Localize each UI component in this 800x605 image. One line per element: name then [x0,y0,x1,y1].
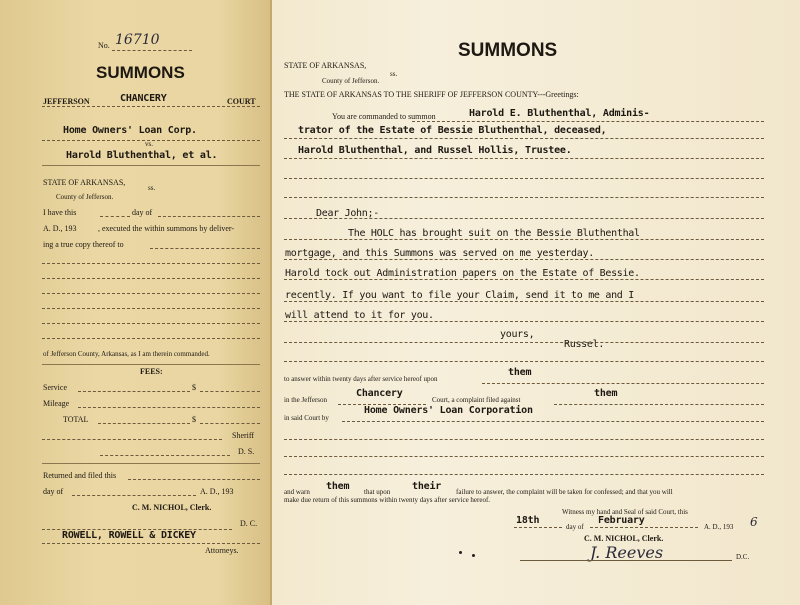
number-label: No. [98,41,110,50]
left-summons-title: SUMMONS [96,63,185,82]
court-label: COURT [227,97,256,106]
service-dollar: $ [192,383,196,392]
summons-back-panel [0,0,272,605]
vs-label: vs. [145,140,153,148]
letter-line-1: The HOLC has brought suit on the Bessie Bluthenthal [348,228,640,239]
county-label: JEFFERSON [43,97,90,106]
deputy-signature: J. Reeves [590,543,664,562]
have-this-label: I have this [43,208,77,217]
ss-label: ss. [148,184,156,192]
greeting-label: THE STATE OF ARKANSAS TO THE SHERIFF OF JEFFERSON COUNTY---Greetings: [284,90,579,99]
letter-greeting: Dear John;- [316,208,379,219]
right-ss-label: ss. [390,70,398,78]
left-dc-label: D. C. [240,519,258,528]
service-label: Service [43,383,67,392]
day-of-2-label: day of [43,487,64,496]
that-upon-label: that upon [364,488,391,496]
court-complaint-label: Court, a complaint filed against [432,396,521,404]
attorneys-label: Attorneys. [205,546,239,555]
ad-193-label: A. D., 193 [200,487,234,496]
day-of-label: day of [132,208,153,217]
total-label: TOTAL [63,415,89,424]
witness-month: February [598,515,645,526]
sheriff-label: Sheriff [232,431,255,440]
case-number: 16710 [115,32,160,48]
returned-label: Returned and filed this [43,471,117,480]
witness-year-digit: 6 [750,515,758,529]
witness-day-of-label: day of [566,523,584,531]
fees-label: FEES: [140,367,163,376]
answer-within-label: to answer within twenty days after service hereof upon [284,375,438,383]
court-type: CHANCERY [120,93,167,104]
in-jefferson-label: in the Jefferson [284,396,328,404]
summon-line-1: Harold E. Bluthenthal, Adminis- [469,108,650,119]
right-clerk-label: C. M. NICHOL, Clerk. [584,534,664,543]
total-dollar: $ [192,415,196,424]
witness-ad-label: A. D., 193 [704,523,734,531]
summon-line-3: Harold Bluthenthal, and Russel Hollis, Trustee. [298,145,572,156]
delivering-label: ing a true copy thereof to [43,240,124,249]
letter-line-5: will attend to it for you. [285,310,434,321]
court-type-filled: Chancery [356,388,403,399]
executed-label: , executed the within summons by deliver- [98,224,235,233]
right-summons-title: SUMMONS [458,40,558,61]
state-label: STATE OF ARKANSAS, [43,178,126,187]
and-warn-label: and warn [284,488,310,496]
upon-who: them [508,367,532,378]
left-clerk-label: C. M. NICHOL, Clerk. [132,503,212,512]
letter-line-3: Harold tock out Administration papers on the Estate of Bessie. [285,268,640,279]
warn-who: them [326,481,350,492]
against-who: them [594,388,618,399]
defendant-name: Harold Bluthenthal, et al. [66,150,218,161]
plaintiff-filled: Home Owners' Loan Corporation [364,405,533,416]
in-said-court-label: in said Court by [284,414,329,422]
letter-closing: yours, [500,329,535,340]
commanded-label: of Jefferson County, Arkansas, as I am therein commanded. [43,350,210,358]
right-dc-label: D.C. [736,553,750,561]
attorneys-name: ROWELL, ROWELL & DICKEY [62,530,196,541]
make-due-label: make due return of this summons within twenty days after service hereof. [284,496,491,504]
punch-hole-2 [472,554,475,557]
summons-front-panel [272,0,800,605]
upon-their: their [412,481,442,492]
witness-label: Witness my hand and Seal of said Court, this [562,508,688,516]
plaintiff-name: Home Owners' Loan Corp. [63,125,197,136]
right-county-label: County of Jefferson. [322,77,380,85]
letter-signature: Russel. [564,339,605,350]
ds-label: D. S. [238,447,255,456]
summon-line-2: trator of the Estate of Bessie Bluthenthal, deceased, [298,125,607,136]
county-of-label: County of Jefferson. [56,193,114,201]
letter-line-2: mortgage, and this Summons was served on me yesterday. [285,248,594,259]
right-state-label: STATE OF ARKANSAS, [284,61,367,70]
ad-label: A. D., 193 [43,224,77,233]
mileage-label: Mileage [43,399,70,408]
witness-day: 18th [516,515,540,526]
failure-label: failure to answer, the complaint will be taken for confessed; and that you will [456,488,673,496]
letter-line-4: recently. If you want to file your Claim, send it to me and I [285,290,634,301]
punch-hole-1 [459,551,462,554]
commanded-to-summon: You are commanded to summon [332,112,436,121]
